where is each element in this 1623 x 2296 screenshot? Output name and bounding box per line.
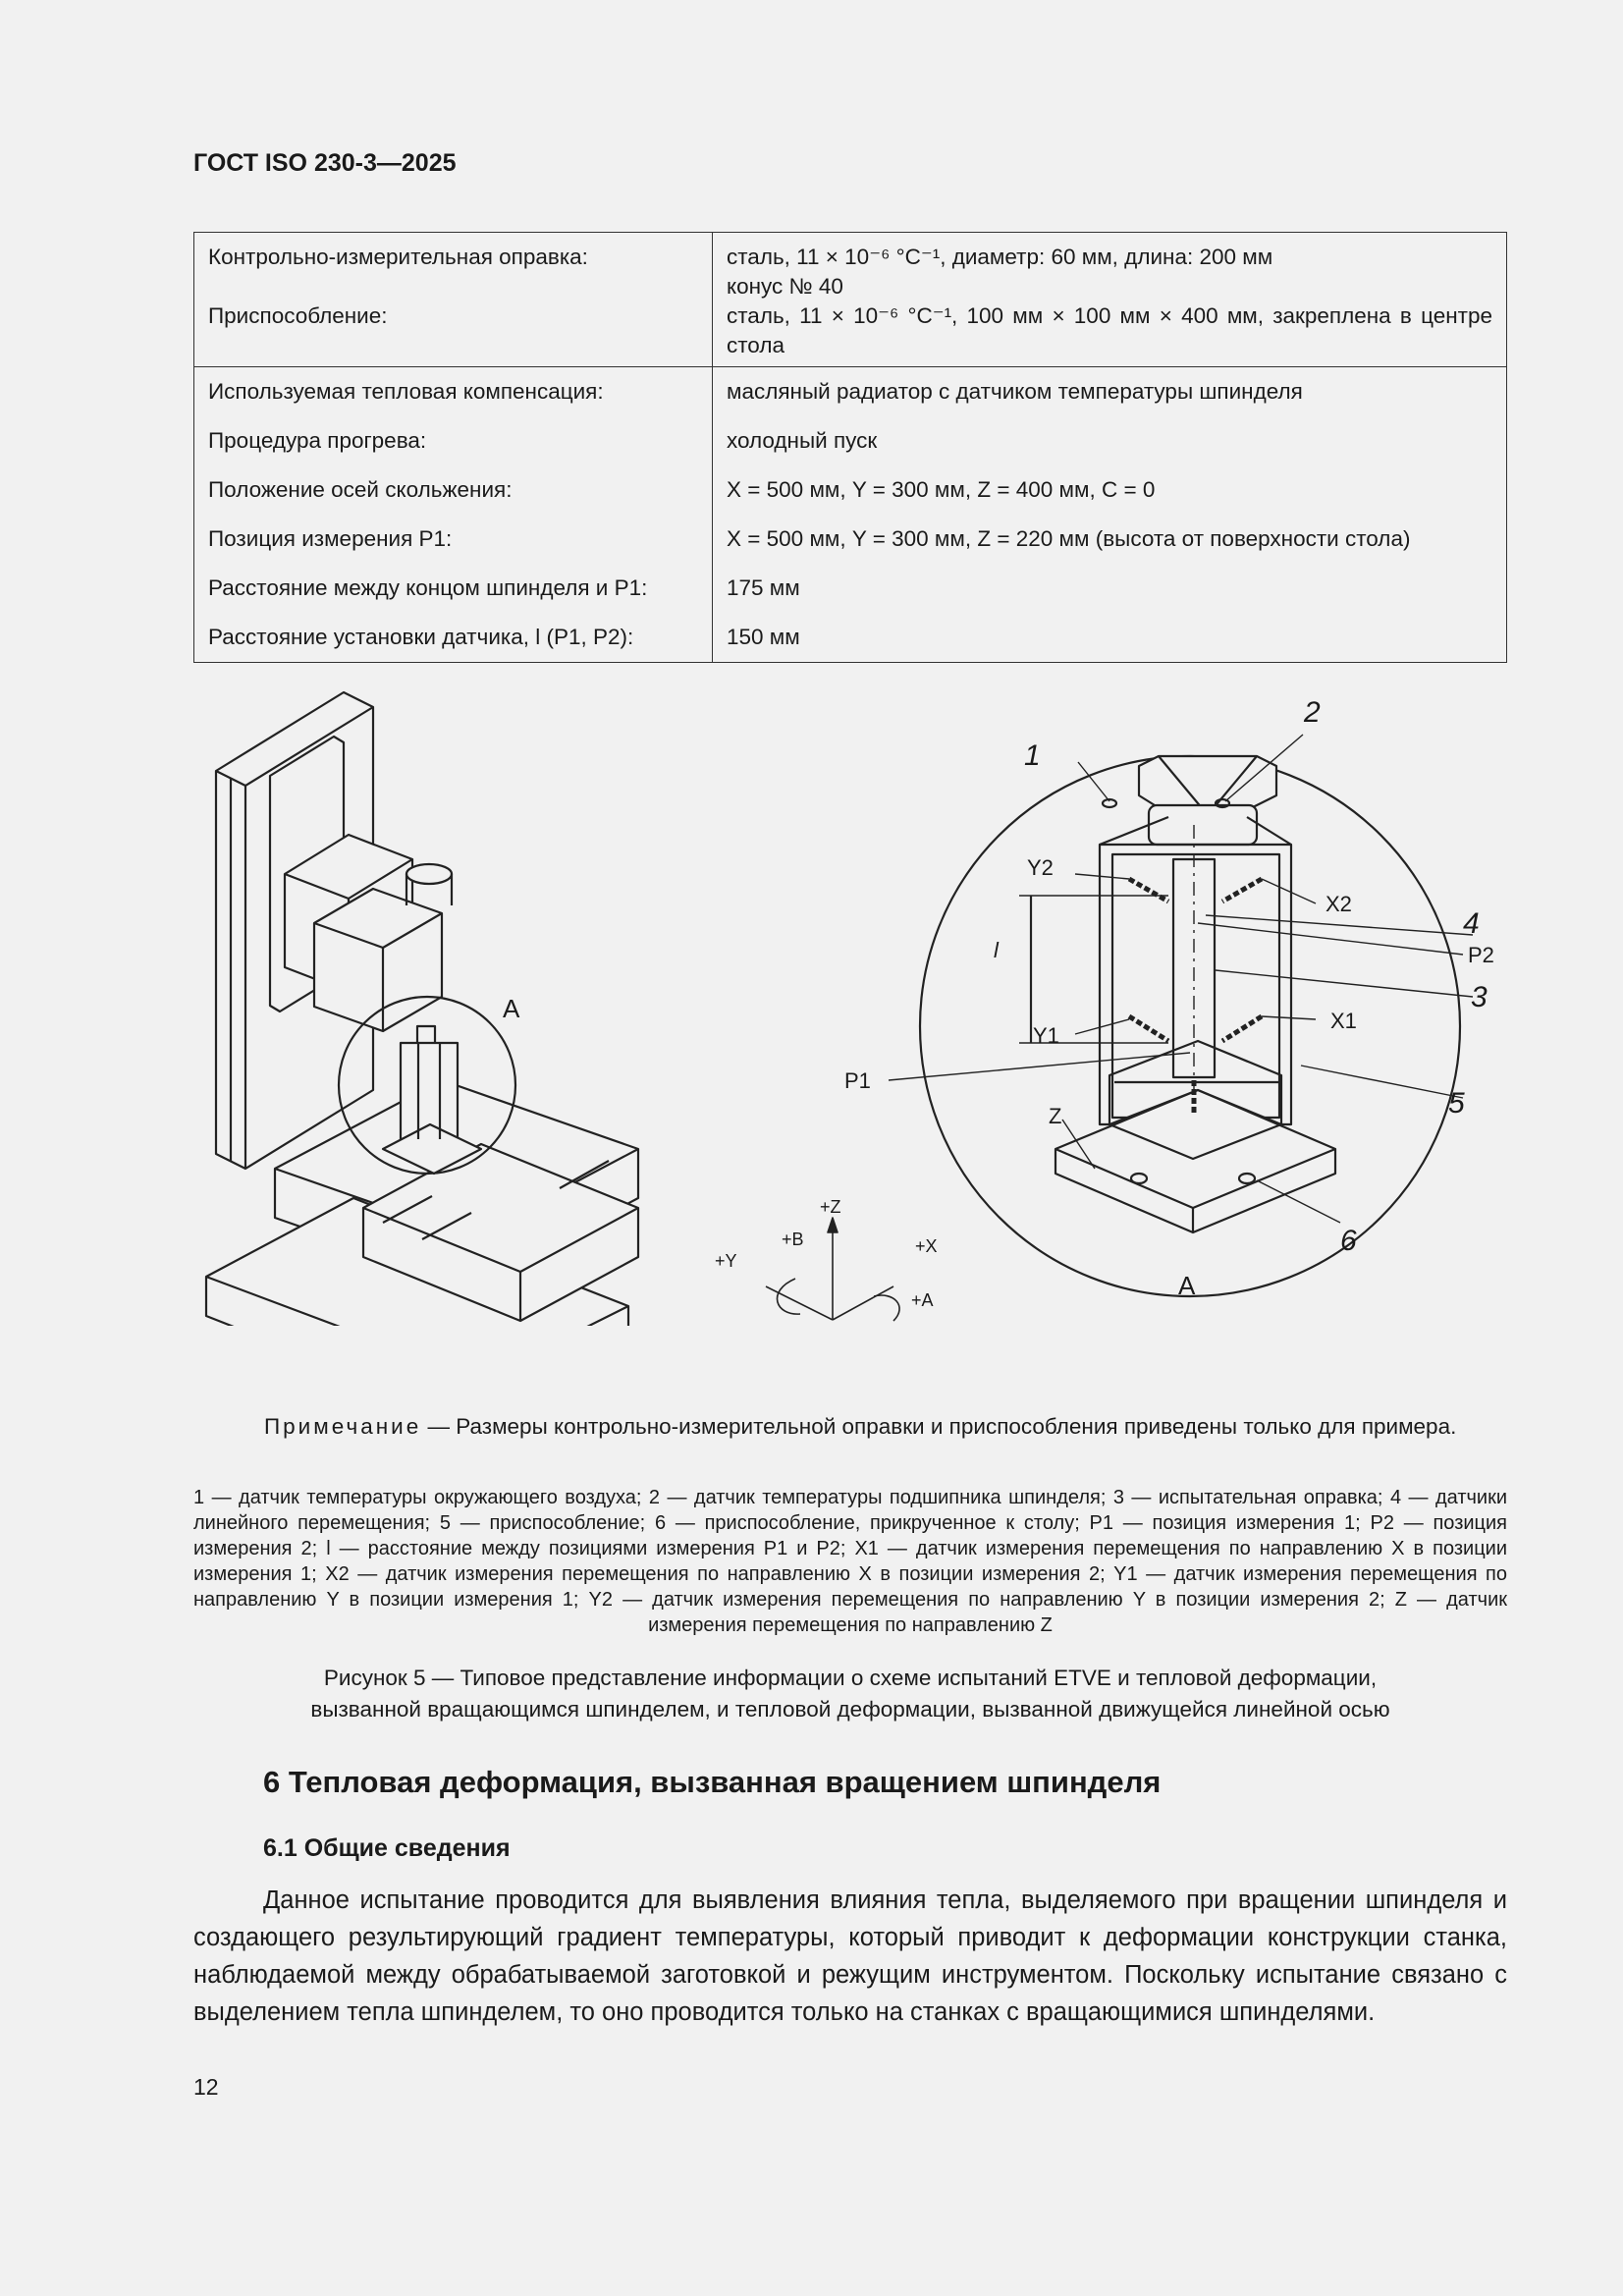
label-y2: Y2 xyxy=(1027,855,1054,880)
table-value-cell: X = 500 мм, Y = 300 мм, Z = 220 мм (высота от поверхности стола) xyxy=(727,526,1411,551)
table-key-cell: Расстояние между концом шпинделя и P1: xyxy=(194,564,713,613)
machine-diagram xyxy=(187,678,1522,1326)
label-x2: X2 xyxy=(1325,892,1352,916)
table-row xyxy=(194,613,1507,663)
label-p2: P2 xyxy=(1468,943,1494,967)
callout-1: 1 xyxy=(1024,739,1041,772)
axis-label-pb: +B xyxy=(782,1230,804,1249)
table-key-cell: Положение осей скольжения: xyxy=(194,465,713,515)
figure-5 xyxy=(187,678,1522,1326)
table-value-cell: 175 мм xyxy=(727,575,800,600)
table-row xyxy=(194,465,1507,515)
table-value-cell xyxy=(713,233,1507,367)
table-row xyxy=(194,515,1507,564)
label-y1: Y1 xyxy=(1033,1023,1059,1048)
axis-label-px: +X xyxy=(915,1236,938,1256)
key-fixture: Приспособление: xyxy=(208,303,388,328)
label-x1: X1 xyxy=(1330,1009,1357,1033)
table-key-cell: Позиция измерения P1: xyxy=(194,515,713,564)
callout-3: 3 xyxy=(1471,981,1488,1013)
figure-legend: 1 — датчик температуры окружающего воздуха; 2 — датчик температуры подшипника шпинделя; 3 — испытательная оправка; 4 — датчики линейного перемещения; 5 — приспособление; 6 — приспособление, прикрученное к столу; P1 — позиция измерения 1; P2 — позиция измерения 2; l — расстояние между позициями измерения P1 и P2; X1 — датчик измерения перемещения по направлению X в позиции измерения 1; X2 — датчик измерения перемещения по направлению X в позиции измерения 2; Y1 — датчик измерения перемещения по направлению Y в позиции измерения 1; Y2 — датчик измерения перемещения по направлению Y в позиции измерения 2; Z — датчик измерения перемещения по направлению Z xyxy=(193,1487,1507,1636)
table-key-cell: Расстояние установки датчика, l (P1, P2): xyxy=(194,613,713,663)
caption-line-1: Рисунок 5 — Типовое представление информации о схеме испытаний ETVE и тепловой деформации, xyxy=(323,1666,1378,1690)
table-row xyxy=(194,367,1507,417)
view-label-a: A xyxy=(503,994,520,1023)
callout-6: 6 xyxy=(1340,1225,1357,1257)
table-value-cell: 150 мм xyxy=(727,625,800,649)
detail-view xyxy=(889,735,1473,1296)
table-key-cell: Процедура прогрева: xyxy=(194,416,713,465)
table-value-cell: масляный радиатор с датчиком температуры шпинделя xyxy=(727,379,1303,404)
value-fixture: сталь, 11 × 10⁻⁶ °C⁻¹, 100 мм × 100 мм × 400 мм, закреплена в центре стола xyxy=(727,303,1492,357)
caption-line-2: вызванной вращающимся шпинделем, и тепловой деформации, вызванной движущейся линейной осью xyxy=(310,1697,1390,1722)
axis-label-py: +Y xyxy=(715,1251,737,1271)
value-taper: конус № 40 xyxy=(727,274,843,299)
document-header: ГОСТ ISO 230-3—2025 xyxy=(193,149,457,177)
table-row xyxy=(194,416,1507,465)
test-parameters-table xyxy=(193,232,1507,663)
body-paragraph: Данное испытание проводится для выявления влияния тепла, выделяемого при вращении шпинделя и создающего результирующий градиент температуры, который приводит к деформации конструкции станка, наблюдаемой между обрабатываемой заготовкой и режущим инструментом. Поскольку испытание связано с выделением тепла шпинделем, то оно проводится только на станках с вращающимися шпинделями. xyxy=(193,1886,1507,2026)
key-mandrel: Контрольно-измерительная оправка: xyxy=(208,245,588,269)
callout-5: 5 xyxy=(1448,1087,1465,1120)
table-value-cell: X = 500 мм, Y = 300 мм, Z = 400 мм, C = 0 xyxy=(727,477,1156,502)
axis-label-pa: +A xyxy=(911,1290,934,1310)
figure-caption xyxy=(193,1663,1507,1725)
label-z: Z xyxy=(1049,1104,1062,1128)
table-key-cell xyxy=(194,233,713,367)
value-mandrel: сталь, 11 × 10⁻⁶ °C⁻¹, диаметр: 60 мм, длина: 200 мм xyxy=(727,245,1273,269)
figure-note xyxy=(193,1410,1507,1443)
table-key-cell: Используемая тепловая компенсация: xyxy=(194,367,713,417)
section-heading: 6 Тепловая деформация, вызванная вращением шпинделя xyxy=(263,1765,1162,1799)
table-row xyxy=(194,564,1507,613)
subsection-heading: 6.1 Общие сведения xyxy=(263,1834,511,1862)
callout-2: 2 xyxy=(1304,696,1321,729)
page-number: 12 xyxy=(193,2074,219,2100)
axis-label-pz: +Z xyxy=(820,1197,841,1217)
table-row xyxy=(194,233,1507,367)
label-l: l xyxy=(994,938,999,962)
detail-label-a: A xyxy=(1178,1271,1196,1300)
note-text: — Размеры контрольно-измерительной оправки и приспособления приведены только для примера. xyxy=(421,1414,1457,1439)
table-value-cell: холодный пуск xyxy=(727,428,878,453)
callout-4: 4 xyxy=(1463,907,1480,940)
label-p1: P1 xyxy=(844,1068,871,1093)
note-lead: Примечание xyxy=(264,1414,422,1439)
